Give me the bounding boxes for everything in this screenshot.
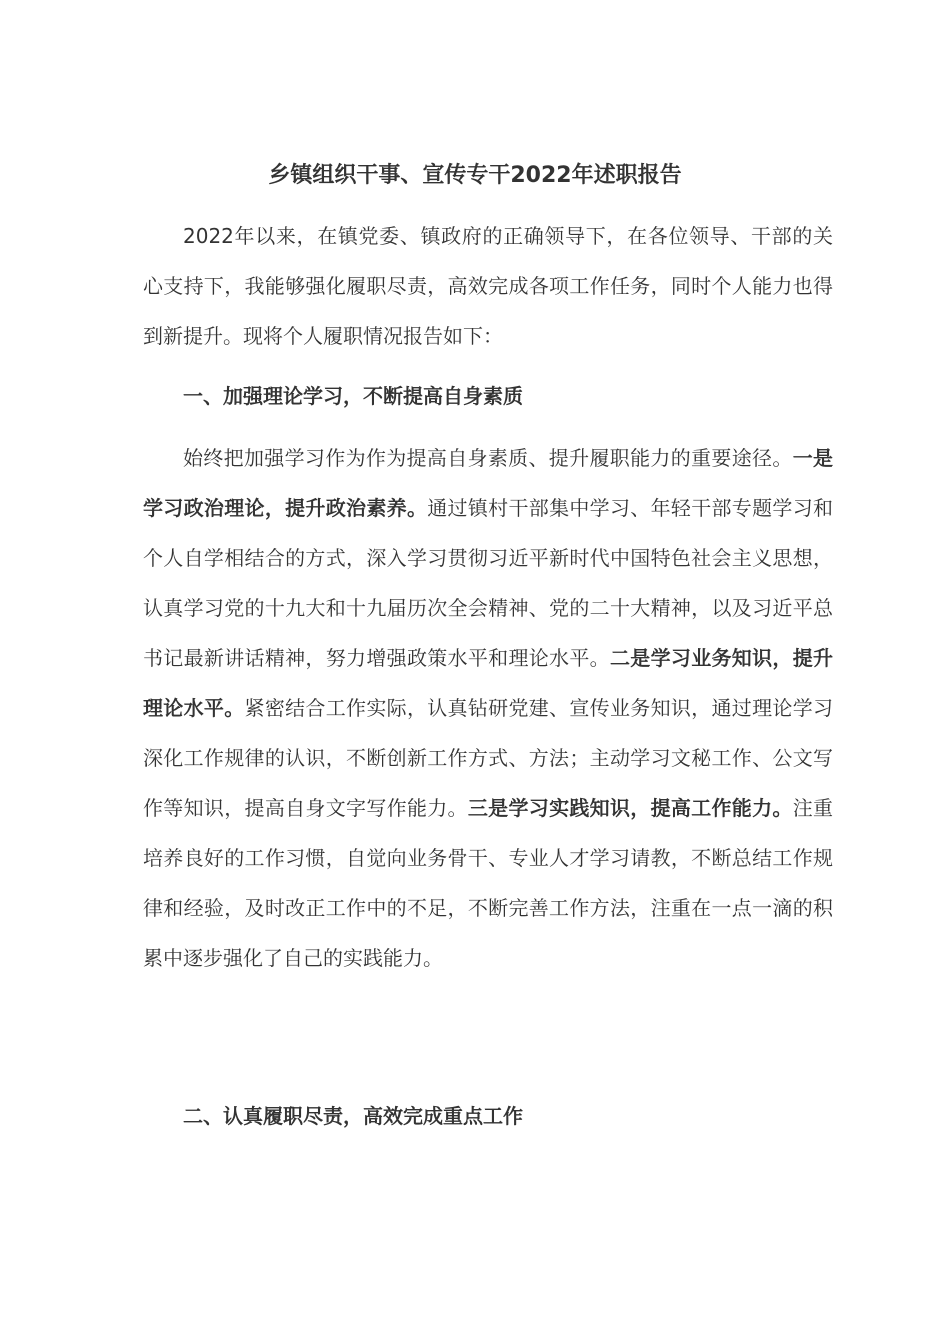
point-one-title: 一是学习政治理论，提升政治素养。 xyxy=(143,446,834,520)
paragraph-lead-text: 始终把加强学习作为作为提高自身素质、提升履职能力的重要途径。 xyxy=(183,446,793,470)
section-heading-2: 二、认真履职尽责，高效完成重点工作 xyxy=(183,1104,523,1128)
intro-paragraph: 2022年以来，在镇党委、镇政府的正确领导下，在各位领导、干部的关心支持下，我能够强化履职尽责，高效完成各项工作任务，同时个人能力也得到新提升。现将个人履职情况报告如下： xyxy=(143,224,833,348)
section-1-paragraph xyxy=(143,433,833,983)
page-title: 乡镇组织干事、宣传专干2022年述职报告 xyxy=(268,163,682,188)
point-two-title: 二是学习业务知识，提升理论水平。 xyxy=(143,646,834,720)
section-heading-1: 一、加强理论学习，不断提高自身素质 xyxy=(183,384,523,408)
point-three-title: 三是学习实践知识，提高工作能力。 xyxy=(467,796,793,820)
point-two-text: 紧密结合工作实际，认真钻研党建、宣传业务知识，通过理论学习深化工作规律的认识，不断创新工作方式、方法；主动学习文秘工作、公文写作等知识，提高自身文字写作能力。 xyxy=(143,696,834,820)
point-three-text: 注重培养良好的工作习惯，自觉向业务骨干、专业人才学习请教，不断总结工作规律和经验，及时改正工作中的不足，不断完善工作方法，注重在一点一滴的积累中逐步强化了自己的实践能力。 xyxy=(143,796,834,970)
point-one-text: 通过镇村干部集中学习、年轻干部专题学习和个人自学相结合的方式，深入学习贯彻习近平新时代中国特色社会主义思想，认真学习党的十九大和十九届历次全会精神、党的二十大精神，以及习近平总书记最新讲话精神，努力增强政策水平和理论水平。 xyxy=(143,496,834,670)
